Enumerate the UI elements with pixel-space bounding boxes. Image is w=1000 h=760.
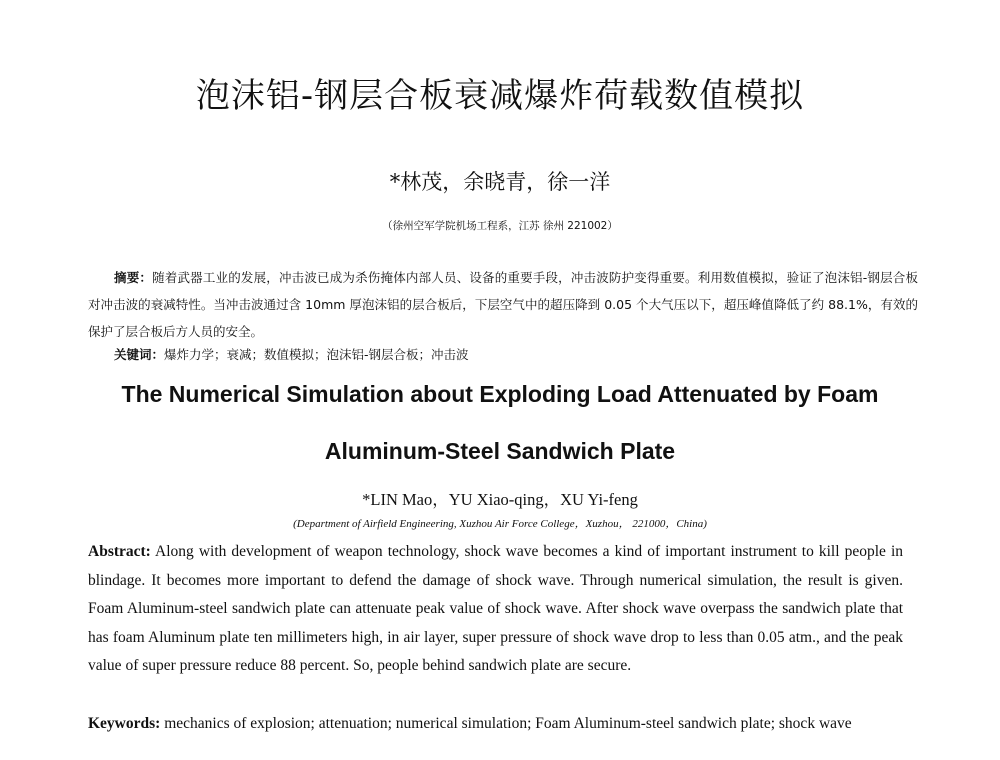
chinese-keywords-label: 关键词： bbox=[114, 347, 165, 362]
chinese-abstract bbox=[88, 264, 918, 345]
english-abstract-label: Abstract: bbox=[88, 543, 151, 560]
chinese-keywords-text: 爆炸力学；衰减；数值模拟；泡沫铝-钢层合板；冲击波 bbox=[164, 347, 469, 362]
chinese-title: 泡沫铝-钢层合板衰减爆炸荷载数值模拟 bbox=[195, 76, 805, 116]
chinese-affiliation: （徐州空军学院机场工程系，江苏 徐州 221002） bbox=[382, 220, 618, 232]
chinese-abstract-text: 随着武器工业的发展，冲击波已成为杀伤掩体内部人员、设备的重要手段，冲击波防护变得重要。利用数值模拟，验证了泡沫铝-钢层合板对冲击波的衰减特性。当冲击波通过含 10mm 厚泡沫铝的层合板后，下层空气中的超压降到 0.05 个大气压以下，超压峰值降低了约 88.1%，有效的保护了层合板后方人员的安全。 bbox=[88, 270, 918, 339]
english-keywords bbox=[88, 710, 903, 738]
english-abstract bbox=[88, 538, 903, 681]
english-abstract-text: Along with development of weapon technology, shock wave becomes a kind of important instrument to kill people in blindage. It becomes more important to defend the damage of shock wave. Through numerical simulation, the result is given. Foam Aluminum-steel sandwich plate can attenuate peak value of shock wave. After shock wave overpass the sandwich plate that has foam Aluminum plate ten millimeters high, in air layer, super pressure of shock wave drop to less than 0.05 atm., and the peak value of super pressure reduce 88 percent. So, people behind sandwich plate are secure. bbox=[88, 543, 903, 675]
english-affiliation: (Department of Airfield Engineering, Xuzhou Air Force College，Xuzhou， 221000，China) bbox=[293, 518, 707, 530]
chinese-keywords bbox=[114, 345, 914, 365]
english-title-line-2: Aluminum-Steel Sandwich Plate bbox=[324, 438, 676, 464]
chinese-authors: *林茂，余晓青，徐一洋 bbox=[389, 170, 611, 194]
english-keywords-label: Keywords: bbox=[88, 715, 161, 732]
english-keywords-text: mechanics of explosion; attenuation; numerical simulation; Foam Aluminum-steel sandwich plate; shock wave bbox=[160, 715, 852, 732]
english-title-line-1: The Numerical Simulation about Exploding Load Attenuated by Foam bbox=[121, 381, 879, 407]
chinese-abstract-label: 摘要： bbox=[114, 270, 153, 285]
english-authors: *LIN Mao，YU Xiao-qing，XU Yi-feng bbox=[362, 490, 638, 509]
